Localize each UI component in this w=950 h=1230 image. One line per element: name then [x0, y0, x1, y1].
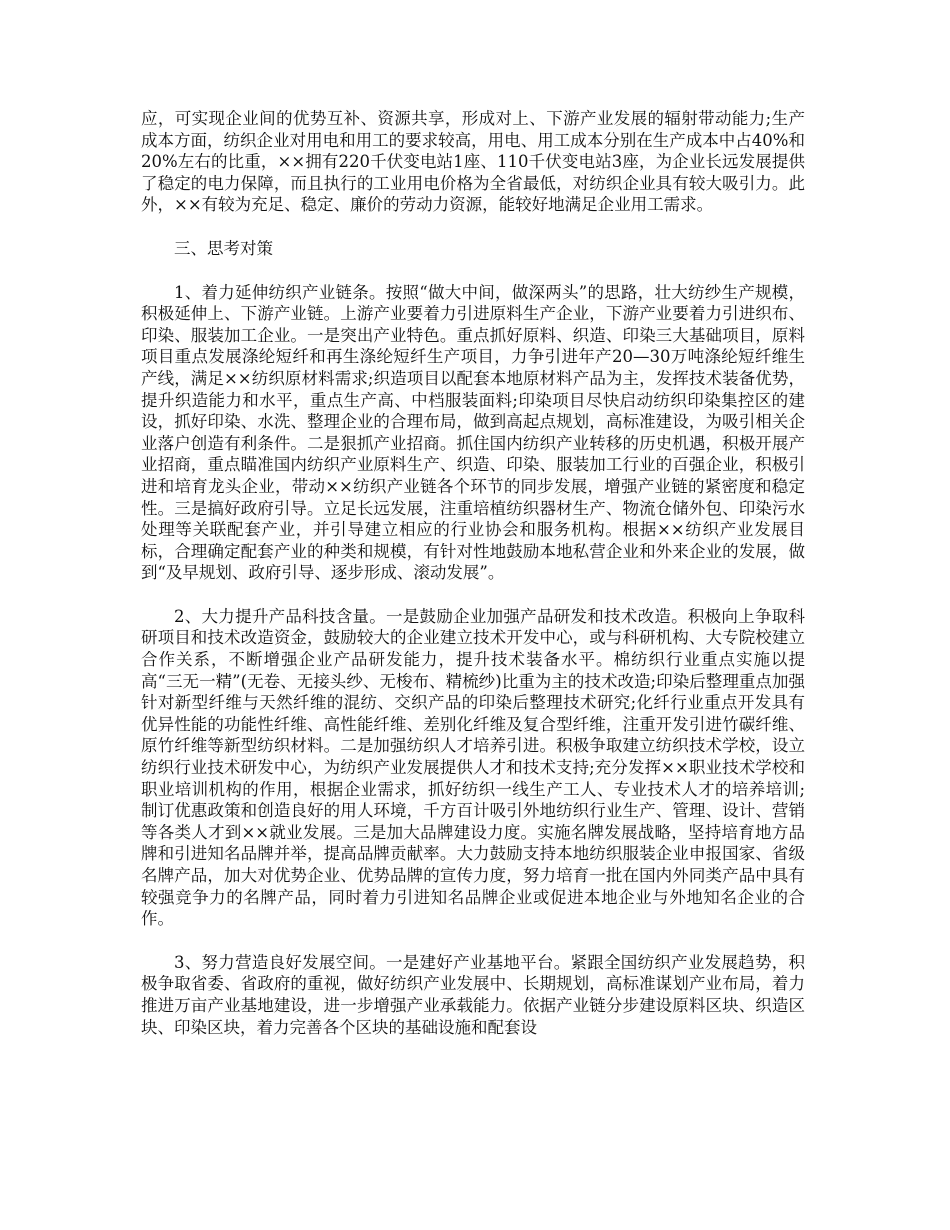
paragraph-3: 3、努力营造良好发展空间。一是建好产业基地平台。紧跟全国纺织产业发展趋势，积极争取省委、省政府的重视，做好纺织产业发展中、长期规划，高标准谋划产业布局，着力推进万亩产业基地建设，进一步增强产业承载能力。依据产业链分步建设原料区块、织造区块、印染区块，着力完善各个区块的基础设施和配套设: [141, 952, 805, 1037]
paragraph-continuation: 应，可实现企业间的优势互补、资源共享，形成对上、下游产业发展的辐射带动能力;生产成本方面，纺织企业对用电和用工的要求较高，用电、用工成本分别在生产成本中占40%和20%左右的比重，××拥有220千伏变电站1座、110千伏变电站3座，为企业长远发展提供了稳定的电力保障，而且执行的工业用电价格为全省最低，对纺织企业具有较大吸引力。此外，××有较为充足、稳定、廉价的劳动力资源，能较好地满足企业用工需求。: [141, 109, 805, 215]
section-heading: 三、思考对策: [174, 238, 273, 258]
paragraph-2: 2、大力提升产品科技含量。一是鼓励企业加强产品研发和技术改造。积极向上争取科研项目和技术改造资金，鼓励较大的企业建立技术开发中心，或与科研机构、大专院校建立合作关系，不断增强企业产品研发能力，提升技术装备水平。棉纺织行业重点实施以提高“三无一精”(无卷、无接头纱、无梭布、精梳纱)比重为主的技术改造;印染后整理重点加强针对新型纤维与天然纤维的混纺、交织产品的印染后整理技术研究;化纤行业重点开发具有优异性能的功能性纤维、高性能纤维、差别化纤维及复合型纤维，注重开发引进竹碳纤维、原竹纤维等新型纺织材料。二是加强纺织人才培养引进。积极争取建立纺织技术学校，设立纺织行业技术研发中心，为纺织产业发展提供人才和技术支持;充分发挥××职业技术学校和职业培训机构的作用，根据企业需求，抓好纺织一线生产工人、专业技术人才的培养培训;制订优惠政策和创造良好的用人环境，千方百计吸引外地纺织行业生产、管理、设计、营销等各类人才到××就业发展。三是加大品牌建设力度。实施名牌发展战略，坚持培育地方品牌和引进知名品牌并举，提高品牌贡献率。大力鼓励支持本地纺织服装企业申报国家、省级名牌产品，加大对优势企业、优势品牌的宣传力度，努力培育一批在国内外同类产品中具有较强竞争力的名牌产品，同时着力引进知名品牌企业或促进本地企业与外地知名企业的合作。: [141, 606, 805, 929]
paragraph-1: 1、着力延伸纺织产业链条。按照“做大中间，做深两头”的思路，壮大纺纱生产规模，积极延伸上、下游产业链。上游产业要着力引进原料生产企业，下游产业要着力引进织布、印染、服装加工企业。一是突出产业特色。重点抓好原料、织造、印染三大基础项目，原料项目重点发展涤纶短纤和再生涤纶短纤生产项目，力争引进年产20—30万吨涤纶短纤维生产线，满足××纺织原材料需求;织造项目以配套本地原材料产品为主，发挥技术装备优势，提升织造能力和水平，重点生产高、中档服装面料;印染项目尽快启动纺织印染集控区的建设，抓好印染、水洗、整理企业的合理布局，做到高起点规划，高标准建设，为吸引相关企业落户创造有利条件。二是狠抓产业招商。抓住国内纺织产业转移的历史机遇，积极开展产业招商，重点瞄准国内纺织产业原料生产、织造、印染、服装加工行业的百强企业，积极引进和培育龙头企业，带动××纺织产业链各个环节的同步发展，增强产业链的紧密度和稳定性。三是搞好政府引导。立足长远发展，注重培植纺织器材生产、物流仓储外包、印染污水处理等关联配套产业，并引导建立相应的行业协会和服务机构。根据××纺织产业发展目标，合理确定配套产业的种类和规模，有针对性地鼓励本地私营企业和外来企业的发展，做到“及早规划、政府引导、逐步形成、滚动发展”。: [141, 282, 805, 583]
document-page: [141, 108, 805, 1060]
